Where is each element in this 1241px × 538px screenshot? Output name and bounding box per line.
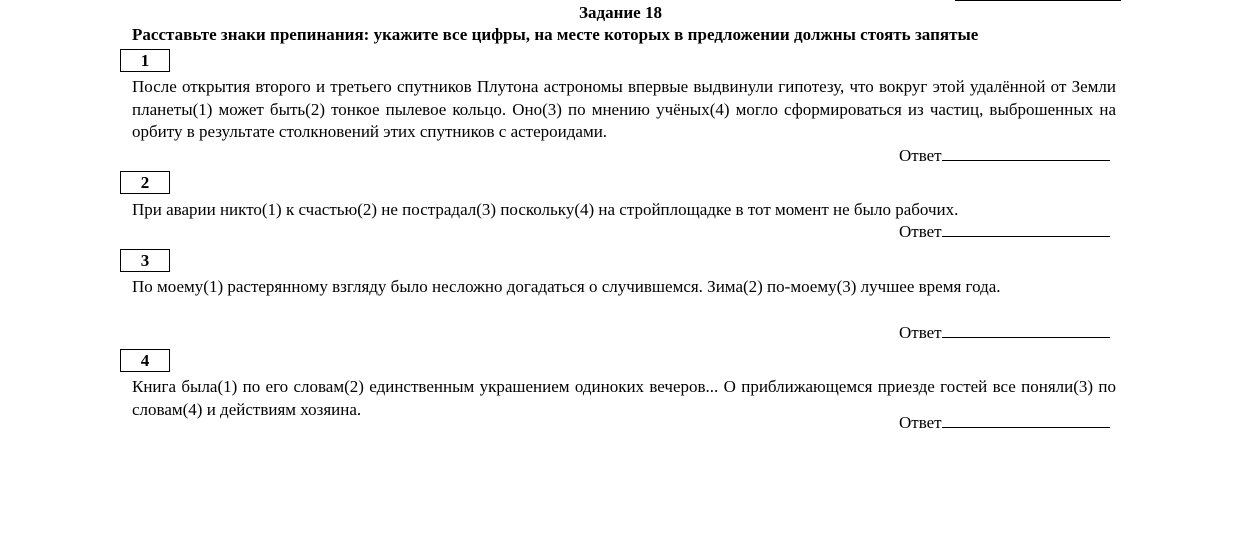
answer-line[interactable] [942, 222, 1110, 237]
answer-label: Ответ [899, 146, 942, 165]
top-answer-line [955, 0, 1121, 1]
task-number-box: 3 [120, 249, 170, 272]
answer-label: Ответ [899, 413, 942, 432]
page-title: Задание 18 [579, 3, 662, 22]
answer-field[interactable] [899, 413, 1110, 433]
task-text: При аварии никто(1) к счастью(2) не пострадал(3) поскольку(4) на стройплощадке в тот момент не было рабочих. [132, 200, 959, 219]
task-text: Книга была(1) по его словам(2) единственным украшением одиноких вечеров... О приближающемся приезде гостей все поняли(3) по словам(4) и действиям хозяина. [132, 377, 1116, 419]
task-number-box: 1 [120, 49, 170, 72]
answer-line[interactable] [942, 323, 1110, 338]
task-text: По моему(1) растерянному взгляду было несложно догадаться о случившемся. Зима(2) по-моему(3) лучшее время года. [132, 277, 1001, 296]
answer-label: Ответ [899, 222, 942, 241]
task-instruction: Расставьте знаки препинания: укажите все цифры, на месте которых в предложении должны стоять запятые [132, 25, 979, 44]
task-text: После открытия второго и третьего спутников Плутона астрономы впервые выдвинули гипотезу, что вокруг этой удалённой от Земли планеты(1) может быть(2) тонкое пылевое кольцо. Оно(3) по мнению учёных(4) могло сформироваться из частиц, выброшенных на орбиту в результате столкновений этих спутников с астероидами. [132, 77, 1116, 141]
task-number-box: 2 [120, 171, 170, 194]
answer-line[interactable] [942, 413, 1110, 428]
answer-field[interactable] [899, 323, 1110, 343]
answer-field[interactable] [899, 146, 1110, 166]
answer-field[interactable] [899, 222, 1110, 242]
answer-label: Ответ [899, 323, 942, 342]
task-number-box: 4 [120, 349, 170, 372]
answer-line[interactable] [942, 146, 1110, 161]
